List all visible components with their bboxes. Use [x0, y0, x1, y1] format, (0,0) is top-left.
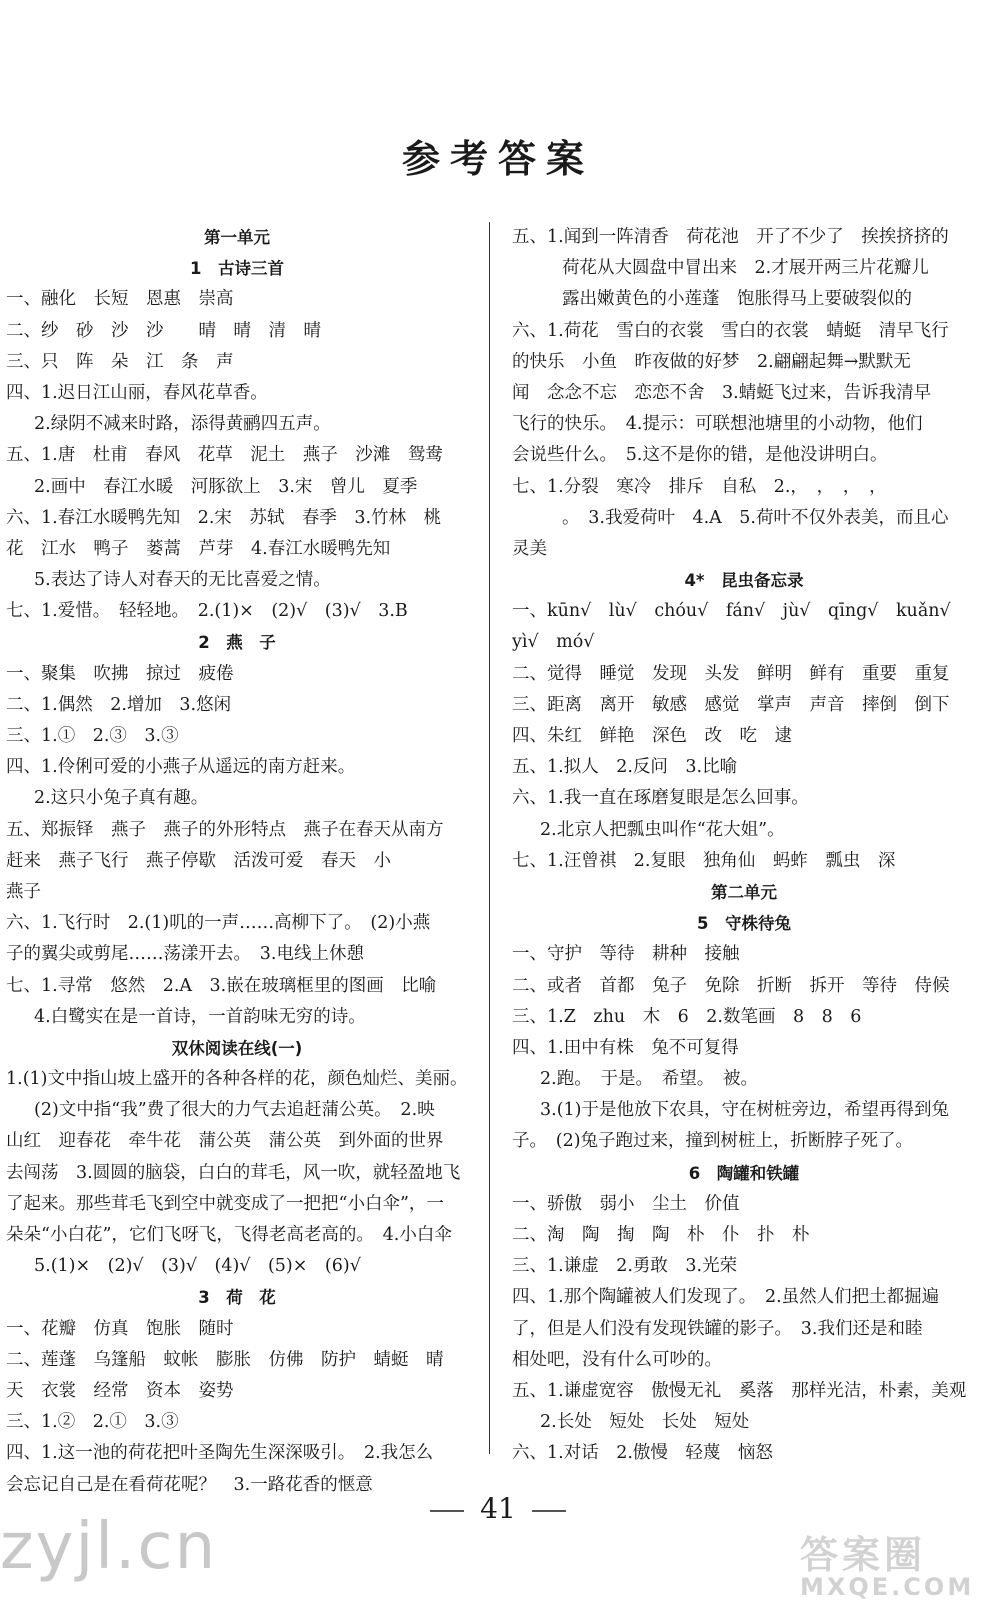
answer-line: 。 3.我爱荷叶 4.A 5.荷叶不仅外表美，而且心 [562, 507, 949, 528]
section-heading: 双休阅读在线(一) [171, 1038, 303, 1058]
answer-line: 2.北京人把瓢虫叫作“花大姐”。 [540, 819, 785, 840]
answer-line: 二、觉得 睡觉 发现 头发 鲜明 鲜有 重要 重复 [512, 663, 950, 684]
section-heading: 1 古诗三首 [190, 259, 284, 279]
answer-line: 五、1.唐 杜甫 春风 花草 泥土 燕子 沙滩 鸳鸯 [6, 445, 443, 466]
answer-line: 七、1.分裂 寒冷 排斥 自私 2.， ， ， ， [512, 476, 887, 497]
section-heading: 6 陶罐和铁罐 [688, 1163, 800, 1183]
answer-line: 山红 迎春花 牵牛花 蒲公英 蒲公英 到外面的世界 [6, 1131, 444, 1152]
answer-line: 会说些什么。 5.这不是你的错，是他没讲明白。 [512, 445, 888, 466]
answer-line: 子。 (2)兔子跑过来，撞到树桩上，折断脖子死了。 [512, 1131, 914, 1152]
answer-line: 五、1.拟人 2.反问 3.比喻 [512, 757, 738, 778]
answer-line: 四、1.这一池的荷花把叶圣陶先生深深吸引。 2.我怎么 [6, 1443, 434, 1464]
answer-line: 二、莲蓬 乌篷船 蚊帐 膨胀 仿佛 防护 蜻蜓 晴 [6, 1349, 444, 1370]
answer-line: 去闯荡 3.圆圆的脑袋，白白的茸毛，风一吹，就轻盈地飞 [6, 1162, 461, 1183]
answer-line: 2.绿阴不减来时路，添得黄鹂四五声。 [34, 414, 331, 435]
answer-line: 六、1.春江水暖鸭先知 2.宋 苏轼 春季 3.竹林 桃 [6, 507, 442, 528]
answer-line: yì√ mó√ [512, 632, 595, 653]
answer-line: 四、朱红 鲜艳 深色 改 吃 逮 [512, 726, 792, 746]
answer-line: 4.白鹭实在是一首诗，一首韵味无穷的诗。 [34, 1006, 366, 1027]
answer-line: 二、淘 陶 掏 陶 朴 仆 扑 朴 [512, 1225, 810, 1245]
left-answer-column [6, 222, 468, 1501]
answer-line: 四、1.迟日江山丽，春风花草香。 [6, 382, 268, 403]
page-number: 41 [480, 1492, 516, 1525]
answer-line: 二、1.偶然 2.增加 3.悠闲 [6, 694, 232, 715]
answer-line: 2.长处 短处 长处 短处 [540, 1412, 750, 1433]
answer-line: 2.这只小兔子真有趣。 [34, 788, 209, 809]
answer-line: 2.画中 春江水暖 河豚欲上 3.宋 曾儿 夏季 [34, 476, 418, 497]
answer-line: 六、1.荷花 雪白的衣裳 雪白的衣裳 蜻蜓 清早飞行 [512, 320, 949, 341]
answer-line: 三、1.Z zhu 木 6 2.数笔画 8 8 6 [512, 1006, 862, 1027]
answer-line: 三、1.① 2.③ 3.③ [6, 726, 179, 746]
footer-dash-left [430, 1510, 464, 1512]
answer-line: 六、1.对话 2.傲慢 轻蔑 恼怒 [512, 1443, 773, 1464]
answer-line: 五、1.闻到一阵清香 荷花池 开了不少了 挨挨挤挤的 [512, 227, 949, 247]
answer-line: 三、只 阵 朵 江 条 声 [6, 351, 234, 372]
answer-line: (2)文中指“我”费了很大的力气去追赶蒲公英。 2.映 [34, 1100, 435, 1121]
answer-line: 2.跑。 于是。 希望。 被。 [540, 1069, 758, 1090]
section-heading: 2 燕 子 [198, 633, 276, 653]
answer-line: 三、1.② 2.① 3.③ [6, 1412, 179, 1433]
right-answer-column [512, 222, 976, 1470]
answer-line: 的快乐 小鱼 昨夜做的好梦 2.翩翩起舞→默默无 [512, 351, 911, 372]
answer-line: 朵朵“小白花”，它们飞呀飞，飞得老高老高的。 4.小白伞 [6, 1225, 452, 1245]
answer-line: 子的翼尖或剪尾……荡漾开去。 3.电线上休憩 [6, 944, 364, 965]
answer-line: 五、1.谦虚宽容 傲慢无礼 奚落 那样光洁，朴素，美观 [512, 1380, 967, 1401]
answer-line: 一、融化 长短 恩惠 崇高 [6, 289, 234, 310]
answer-line: 四、1.田中有株 兔不可复得 [512, 1037, 739, 1058]
answer-line: 七、1.爱惜。 轻轻地。 2.(1)× (2)√ (3)√ 3.B [6, 601, 408, 622]
page-title: 参考答案 [401, 136, 594, 181]
answer-line: 二、纱 砂 沙 沙 晴 晴 清 晴 [6, 320, 321, 341]
footer-dash-right [532, 1510, 566, 1512]
answer-line: 一、聚集 吹拂 掠过 疲倦 [6, 663, 234, 684]
answer-line: 会忘记自己是在看荷花呢？ 3.一路花香的惬意 [6, 1474, 373, 1495]
answer-line: 飞行的快乐。 4.提示：可联想池塘里的小动物，他们 [512, 414, 923, 435]
answer-line: 六、1.我一直在琢磨复眼是怎么回事。 [512, 788, 809, 809]
answer-line: 5.表达了诗人对春天的无比喜爱之情。 [34, 570, 331, 591]
answer-line: 灵美 [512, 538, 547, 559]
answer-line: 闻 念念不忘 恋恋不舍 3.蜻蜓飞过来，告诉我清早 [512, 382, 932, 403]
answer-line: 3.(1)于是他放下农具，守在树桩旁边，希望再得到兔 [540, 1100, 949, 1121]
answer-line: 荷花从大圆盘中冒出来 2.才展开两三片花瓣儿 [562, 258, 929, 279]
answer-line: 露出嫩黄色的小莲蓬 饱胀得马上要破裂似的 [562, 289, 912, 310]
column-divider [489, 222, 490, 1454]
answer-line: 了起来。那些茸毛飞到空中就变成了一把把“小白伞”，一 [6, 1193, 444, 1214]
answer-line: 三、距离 离开 敏感 感觉 掌声 声音 摔倒 倒下 [512, 694, 950, 715]
answer-line: 一、守护 等待 耕种 接触 [512, 944, 740, 965]
answer-line: 一、花瓣 仿真 饱胀 随时 [6, 1318, 234, 1339]
answer-line: 1.(1)文中指山坡上盛开的各种各样的花，颜色灿烂、美丽。 [6, 1069, 468, 1090]
answer-line: 二、或者 首都 兔子 免除 折断 拆开 等待 侍候 [512, 975, 950, 996]
answer-line: 了，但是人们没有发现铁罐的影子。 3.我们还是和睦 [512, 1318, 923, 1339]
answer-line: 七、1.汪曾祺 2.复眼 独角仙 蚂蚱 瓢虫 深 [512, 850, 896, 871]
section-heading: 第一单元 [204, 228, 270, 247]
section-heading: 4* 昆虫备忘录 [684, 571, 804, 591]
answer-line: 天 衣裳 经常 资本 姿势 [6, 1380, 234, 1401]
watermark-right-top: 答案圈 [800, 1533, 927, 1577]
answer-line: 七、1.寻常 悠然 2.A 3.嵌在玻璃框里的图画 比喻 [6, 975, 437, 996]
answer-line: 一、骄傲 弱小 尘土 价值 [512, 1193, 740, 1214]
section-heading: 3 荷 花 [198, 1288, 276, 1308]
watermark-left: zyjl.cn [0, 1510, 218, 1584]
answer-line: 燕子 [6, 881, 41, 902]
answer-line: 相处吧，没有什么可吵的。 [512, 1349, 722, 1370]
answer-line: 六、1.飞行时 2.(1)叽的一声……高柳下了。 (2)小燕 [6, 913, 431, 934]
answer-line: 花 江水 鸭子 蒌蒿 芦芽 4.春江水暖鸭先知 [6, 538, 391, 559]
answer-line: 一、kūn√ lù√ chóu√ fán√ jù√ qīng√ kuǎn√ [512, 601, 951, 622]
answer-line: 5.(1)× (2)√ (3)√ (4)√ (5)× (6)√ [34, 1256, 361, 1277]
section-heading: 第二单元 [711, 882, 777, 902]
answer-line: 四、1.那个陶罐被人们发现了。 2.虽然人们把土都掘遍 [512, 1287, 940, 1308]
watermark-right [800, 1524, 990, 1601]
section-heading: 5 守株待兔 [697, 914, 791, 934]
answer-line: 四、1.伶俐可爱的小燕子从遥远的南方赶来。 [6, 757, 356, 778]
watermark-right-bottom: MXQE.COM [800, 1573, 975, 1601]
answer-line: 五、郑振铎 燕子 燕子的外形特点 燕子在春天从南方 [6, 819, 444, 840]
answer-line: 三、1.谦虚 2.勇敢 3.光荣 [512, 1256, 738, 1277]
answer-line: 赶来 燕子飞行 燕子停歇 活泼可爱 春天 小 [6, 850, 391, 871]
